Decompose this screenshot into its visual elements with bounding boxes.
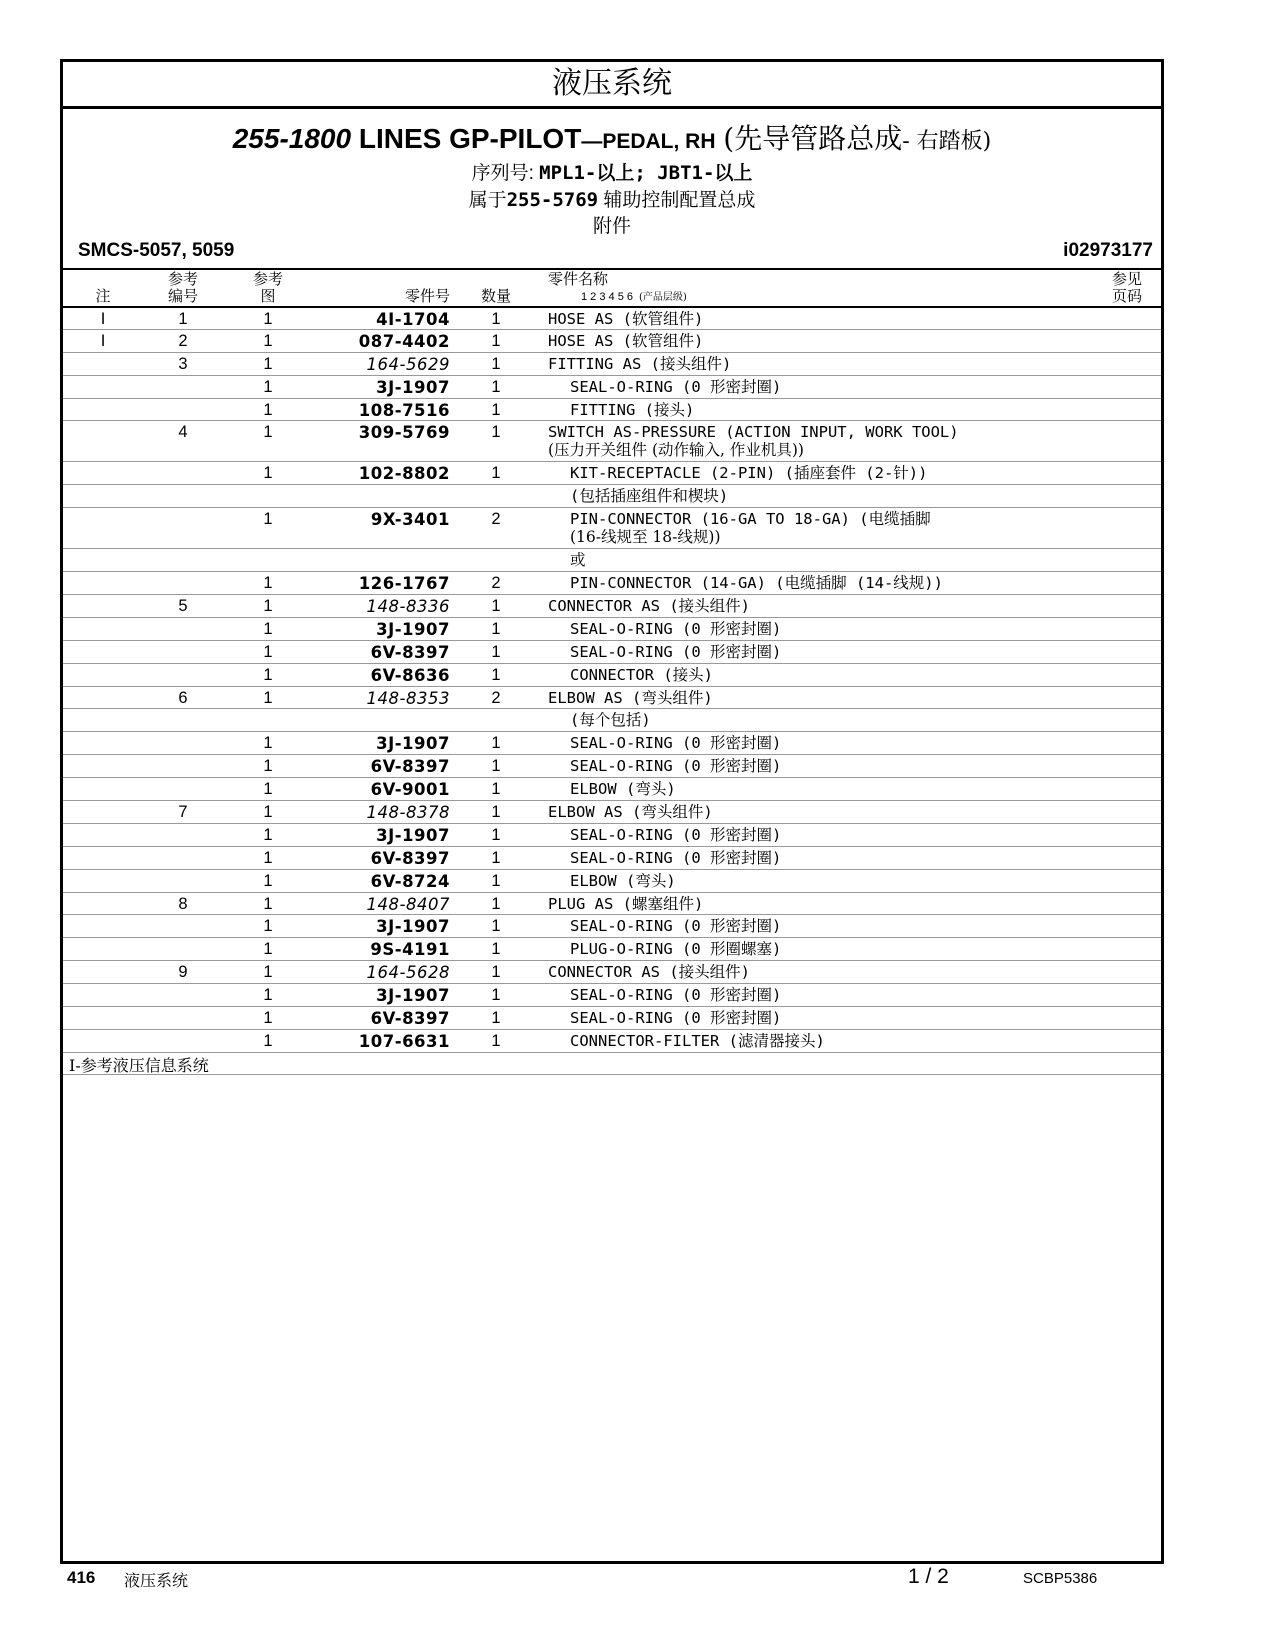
part-name: SWITCH AS-PRESSURE (ACTION INPUT, WORK TOOL) (548, 423, 959, 442)
smcs-code: SMCS-5057, 5059 (78, 240, 235, 261)
part-name-cell (570, 872, 676, 890)
table-row (63, 375, 1161, 398)
figure-cell: 1 (263, 642, 273, 661)
part-name: CONNECTOR (接头) (570, 665, 713, 684)
quantity-cell: 2 (491, 688, 501, 707)
part-number-cell: 148-8378 (366, 803, 450, 823)
col-note: 注 (95, 287, 111, 305)
part-name: FITTING (接头) (570, 400, 695, 419)
table-row (63, 420, 1161, 461)
col-qty: 数量 (480, 287, 511, 305)
part-name-cell (570, 643, 781, 661)
table-row (63, 937, 1161, 960)
quantity-cell: 1 (491, 331, 501, 350)
footer-doc-id: SCBP5386 (1023, 1570, 1098, 1587)
part-number-cell: 148-8407 (366, 894, 450, 914)
figure-cell: 1 (263, 574, 273, 593)
table-row (63, 484, 1161, 507)
figure-cell: 1 (263, 331, 273, 350)
figure-cell: 1 (263, 1009, 273, 1028)
footer-page-of: 1 / 2 (908, 1565, 949, 1588)
ref-number-cell: 2 (178, 331, 188, 350)
part-name-continued: (压力开关组件 (动作输入, 作业机具)) (548, 441, 804, 460)
col-fig (243, 271, 293, 305)
note-cell: I (100, 331, 106, 350)
quantity-cell: 1 (491, 940, 501, 959)
part-number-cell: 3J-1907 (376, 825, 450, 845)
part-number-cell: 6V-8397 (370, 848, 450, 868)
part-name: ELBOW (弯头) (570, 871, 676, 890)
part-name-cell (548, 597, 750, 615)
quantity-cell: 1 (491, 803, 501, 822)
part-name-cell (570, 464, 927, 482)
part-name: 或 (570, 551, 586, 570)
group-name-cn: (先导管路总成 (723, 122, 903, 155)
table-row (63, 548, 1161, 571)
part-name: ELBOW AS (弯头组件) (548, 803, 713, 822)
part-number-cell: 148-8336 (366, 597, 450, 617)
part-number-cell: 309-5769 (358, 423, 450, 443)
part-number-cell: 126-1767 (358, 574, 450, 594)
col-page (1107, 271, 1147, 305)
part-name-cell (548, 963, 750, 981)
part-number-cell: 087-4402 (358, 331, 450, 351)
part-number-cell: 3J-1907 (376, 377, 450, 397)
part-number-cell: 3J-1907 (376, 734, 450, 754)
part-number-cell: 6V-8724 (370, 871, 450, 891)
part-name: KIT-RECEPTACLE (2-PIN) (插座套件 (2-针)) (570, 464, 928, 483)
part-number-cell: 3J-1907 (376, 917, 450, 937)
figure-cell: 1 (263, 377, 273, 396)
quantity-cell: 1 (491, 986, 501, 1005)
table-row (63, 594, 1161, 617)
figure-cell: 1 (263, 310, 273, 328)
part-name-cell (570, 849, 781, 867)
part-name: SEAL-O-RING (0 形密封圈) (570, 642, 782, 661)
part-name-continued: (16-线规至 18-线规)) (570, 528, 721, 547)
part-name-cell (570, 757, 781, 775)
part-name: HOSE AS (软管组件) (548, 331, 704, 350)
table-row (63, 914, 1161, 937)
ref-number-cell: 4 (178, 423, 188, 442)
group-name: LINES GP-PILOT (358, 123, 582, 154)
figure-cell: 1 (263, 803, 273, 822)
table-row (63, 617, 1161, 640)
part-name: SEAL-O-RING (0 形密封圈) (570, 734, 782, 753)
part-number-cell: 9X-3401 (370, 510, 450, 530)
quantity-cell: 1 (491, 400, 501, 419)
part-number-cell: 164-5628 (366, 963, 450, 983)
quantity-cell: 1 (491, 377, 501, 396)
attachment-line: 附件 (592, 216, 631, 237)
part-number-cell: 3J-1907 (376, 986, 450, 1006)
part-number-cell: 6V-8636 (370, 665, 450, 685)
part-name-cell (548, 332, 703, 350)
part-number-cell: 6V-8397 (370, 1009, 450, 1029)
quantity-cell: 1 (491, 665, 501, 684)
quantity-cell: 1 (491, 310, 501, 328)
table-row (63, 306, 1161, 329)
ref-number-cell: 1 (178, 310, 188, 328)
ref-number-cell: 6 (178, 688, 188, 707)
figure-cell: 1 (263, 940, 273, 959)
part-name-cell (570, 378, 781, 396)
part-name: SEAL-O-RING (0 形密封圈) (570, 825, 782, 844)
part-name: ELBOW (弯头) (570, 780, 676, 799)
quantity-cell: 1 (491, 848, 501, 867)
figure-cell: 1 (263, 825, 273, 844)
table-row (63, 663, 1161, 686)
table-row (63, 398, 1161, 421)
table-row (63, 869, 1161, 892)
part-number-cell: 6V-9001 (370, 780, 450, 800)
figure-cell: 1 (263, 894, 273, 913)
table-row (63, 708, 1161, 731)
part-number-cell: 102-8802 (358, 464, 450, 484)
part-number-cell: 3J-1907 (376, 619, 450, 639)
part-number-cell: 107-6631 (358, 1031, 450, 1051)
illustration-id: i02973177 (1063, 240, 1153, 261)
quantity-cell: 2 (491, 574, 501, 593)
header-divider (63, 268, 1161, 270)
group-number: 255-1800 (232, 123, 352, 154)
quantity-cell: 1 (491, 734, 501, 753)
part-name-cell (570, 666, 713, 684)
part-number-cell: 9S-4191 (370, 940, 450, 960)
figure-cell: 1 (263, 619, 273, 638)
col-ref-no (158, 271, 208, 305)
part-name-cell (570, 917, 781, 935)
part-name: SEAL-O-RING (0 形密封圈) (570, 619, 782, 638)
quantity-cell: 1 (491, 757, 501, 776)
col-name: 零件名称 (548, 270, 609, 288)
part-name-cell (570, 1009, 781, 1027)
document-header (63, 109, 1161, 240)
table-row (63, 352, 1161, 375)
part-name: (包括插座组件和楔块) (570, 487, 729, 506)
quantity-cell: 1 (491, 871, 501, 890)
quantity-cell: 1 (491, 1031, 501, 1050)
table-row (63, 754, 1161, 777)
figure-cell: 1 (263, 354, 273, 373)
part-name-cell (570, 401, 694, 419)
quantity-cell: 1 (491, 917, 501, 936)
figure-cell: 1 (263, 665, 273, 684)
table-row (63, 1006, 1161, 1029)
table-row (63, 777, 1161, 800)
figure-cell: 1 (263, 423, 273, 442)
footer-page-number: 416 (67, 1568, 96, 1587)
quantity-cell: 1 (491, 354, 501, 373)
parts-table (63, 306, 1161, 1075)
part-name: PIN-CONNECTOR (14-GA) (电缆插脚 (14-线规)) (570, 574, 943, 593)
figure-cell: 1 (263, 1031, 273, 1050)
part-name: SEAL-O-RING (0 形密封圈) (570, 377, 782, 396)
quantity-cell: 2 (491, 510, 501, 529)
table-row (63, 800, 1161, 823)
figure-cell: 1 (263, 848, 273, 867)
part-name-cell (570, 734, 781, 752)
quantity-cell: 1 (491, 597, 501, 616)
quantity-cell: 1 (491, 619, 501, 638)
table-row (63, 640, 1161, 663)
table-row (63, 983, 1161, 1006)
part-name: SEAL-O-RING (0 形密封圈) (570, 986, 782, 1005)
table-row (63, 329, 1161, 352)
table-row (63, 507, 1161, 548)
part-name-cell (570, 1032, 825, 1050)
table-row (63, 823, 1161, 846)
table-row (63, 1029, 1161, 1052)
ref-number-cell: 7 (178, 803, 188, 822)
part-name: PLUG-O-RING (0 形圈螺塞) (570, 940, 782, 959)
figure-cell: 1 (263, 464, 273, 483)
col-part-no: 零件号 (404, 287, 450, 305)
part-name-cell (570, 620, 781, 638)
figure-cell: 1 (263, 871, 273, 890)
part-name: (每个包括) (570, 711, 651, 730)
part-name: CONNECTOR AS (接头组件) (548, 963, 750, 982)
table-row (63, 846, 1161, 869)
part-of-number: 255-5769 (506, 189, 599, 211)
part-name: PLUG AS (螺塞组件) (548, 894, 704, 913)
figure-cell: 1 (263, 986, 273, 1005)
table-row (63, 731, 1161, 754)
figure-cell: 1 (263, 780, 273, 799)
section-title: 液压系统 (63, 62, 1161, 109)
table-row (63, 892, 1161, 915)
figure-cell: 1 (263, 400, 273, 419)
figure-cell: 1 (263, 688, 273, 707)
part-name: ELBOW AS (弯头组件) (548, 688, 713, 707)
quantity-cell: 1 (491, 464, 501, 483)
part-name: CONNECTOR-FILTER (滤清器接头) (570, 1031, 825, 1050)
part-number-cell: 148-8353 (366, 688, 450, 708)
footnote: I-参考液压信息系统 (69, 1055, 209, 1075)
serial-label: 序列号: (471, 163, 534, 184)
table-row (63, 571, 1161, 594)
footnote-row (63, 1052, 1161, 1075)
col-ref-no-line2: 编号 (167, 287, 198, 305)
part-name-cell (548, 895, 703, 913)
quantity-cell: 1 (491, 780, 501, 799)
ref-number-cell: 5 (178, 597, 188, 616)
part-name: SEAL-O-RING (0 形密封圈) (570, 1009, 782, 1028)
col-page-line1: 参见 (1111, 270, 1142, 288)
figure-cell: 1 (263, 510, 273, 529)
col-page-line2: 页码 (1111, 287, 1142, 305)
main-title (63, 121, 1161, 160)
quantity-cell: 1 (491, 963, 501, 982)
col-fig-line1: 参考 (252, 270, 283, 288)
part-name-cell (570, 574, 943, 592)
col-fig-line2: 图 (260, 287, 276, 305)
product-levels-numbers: 1 2 3 4 5 6 (581, 291, 633, 303)
part-name: PIN-CONNECTOR (16-GA TO 18-GA) (电缆插脚 (570, 510, 931, 529)
page-frame (60, 59, 1164, 1564)
group-name-cn-small: - 右踏板) (902, 129, 992, 154)
part-name: SEAL-O-RING (0 形密封圈) (570, 917, 782, 936)
part-name: FITTING AS (接头组件) (548, 354, 732, 373)
part-number-cell: 6V-8397 (370, 757, 450, 777)
part-of-line (63, 187, 1161, 214)
part-name-cell (570, 487, 728, 505)
ref-number-cell: 3 (178, 354, 188, 373)
part-of-desc: 辅助控制配置总成 (603, 190, 756, 211)
part-name-cell (570, 826, 781, 844)
table-row (63, 461, 1161, 484)
part-number-cell: 164-5629 (366, 354, 450, 374)
quantity-cell: 1 (491, 423, 501, 442)
serial-value: MPL1-以上; JBT1-以上 (539, 162, 753, 184)
part-number-cell: 6V-8397 (370, 642, 450, 662)
part-name-cell (548, 355, 731, 373)
figure-cell: 1 (263, 757, 273, 776)
note-cell: I (100, 310, 106, 328)
part-name-cell (570, 780, 676, 798)
product-levels (581, 288, 687, 303)
quantity-cell: 1 (491, 1009, 501, 1028)
part-name: SEAL-O-RING (0 形密封圈) (570, 757, 782, 776)
table-row (63, 686, 1161, 709)
part-name-cell (548, 803, 713, 821)
figure-cell: 1 (263, 963, 273, 982)
group-desc: —PEDAL, RH (581, 130, 716, 153)
part-name-cell (570, 510, 931, 546)
ref-number-cell: 9 (178, 963, 188, 982)
part-name-cell (570, 711, 651, 729)
part-number-cell: 108-7516 (358, 400, 450, 420)
part-of-label: 属于 (468, 190, 507, 211)
part-name-cell (548, 689, 713, 707)
part-number-cell: 4I-1704 (376, 310, 450, 329)
part-name-cell (570, 940, 781, 958)
figure-cell: 1 (263, 734, 273, 753)
figure-cell: 1 (263, 917, 273, 936)
part-name-cell (570, 551, 586, 569)
footer-section: 液压系统 (124, 1571, 189, 1590)
quantity-cell: 1 (491, 642, 501, 661)
product-levels-tag: (产品层级) (639, 292, 687, 303)
ref-number-cell: 8 (178, 894, 188, 913)
serial-line (63, 160, 1161, 187)
part-name-cell (548, 310, 703, 328)
quantity-cell: 1 (491, 825, 501, 844)
quantity-cell: 1 (491, 894, 501, 913)
part-name: HOSE AS (软管组件) (548, 310, 704, 328)
table-row (63, 960, 1161, 983)
figure-cell: 1 (263, 597, 273, 616)
col-ref-no-line1: 参考 (167, 270, 198, 288)
part-name-cell (570, 986, 781, 1004)
part-name: CONNECTOR AS (接头组件) (548, 597, 750, 616)
part-name: SEAL-O-RING (0 形密封圈) (570, 848, 782, 867)
part-name-cell (548, 423, 959, 459)
